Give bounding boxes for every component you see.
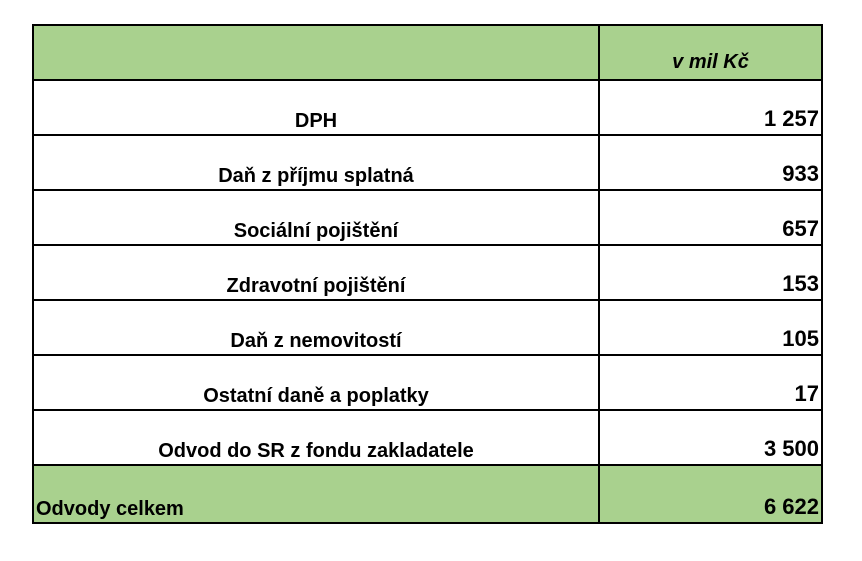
header-row bbox=[33, 25, 822, 80]
table-row bbox=[33, 80, 822, 135]
row-label: Odvod do SR z fondu zakladatele bbox=[33, 410, 599, 465]
row-value: 17 bbox=[599, 355, 822, 410]
row-label: DPH bbox=[33, 80, 599, 135]
row-value: 3 500 bbox=[599, 410, 822, 465]
row-value: 153 bbox=[599, 245, 822, 300]
row-label: Sociální pojištění bbox=[33, 190, 599, 245]
table-row bbox=[33, 355, 822, 410]
unit-label: v mil Kč bbox=[599, 25, 822, 80]
row-label: Daň z příjmu splatná bbox=[33, 135, 599, 190]
tax-table bbox=[32, 24, 823, 524]
row-value: 657 bbox=[599, 190, 822, 245]
total-row bbox=[33, 465, 822, 523]
table-row bbox=[33, 245, 822, 300]
header-empty-cell bbox=[33, 25, 599, 80]
row-label: Ostatní daně a poplatky bbox=[33, 355, 599, 410]
row-label: Daň z nemovitostí bbox=[33, 300, 599, 355]
table-row bbox=[33, 300, 822, 355]
table-row bbox=[33, 190, 822, 245]
table-row bbox=[33, 410, 822, 465]
row-value: 933 bbox=[599, 135, 822, 190]
total-value: 6 622 bbox=[599, 465, 822, 523]
table-row bbox=[33, 135, 822, 190]
row-value: 1 257 bbox=[599, 80, 822, 135]
row-value: 105 bbox=[599, 300, 822, 355]
row-label: Zdravotní pojištění bbox=[33, 245, 599, 300]
total-label: Odvody celkem bbox=[33, 465, 599, 523]
